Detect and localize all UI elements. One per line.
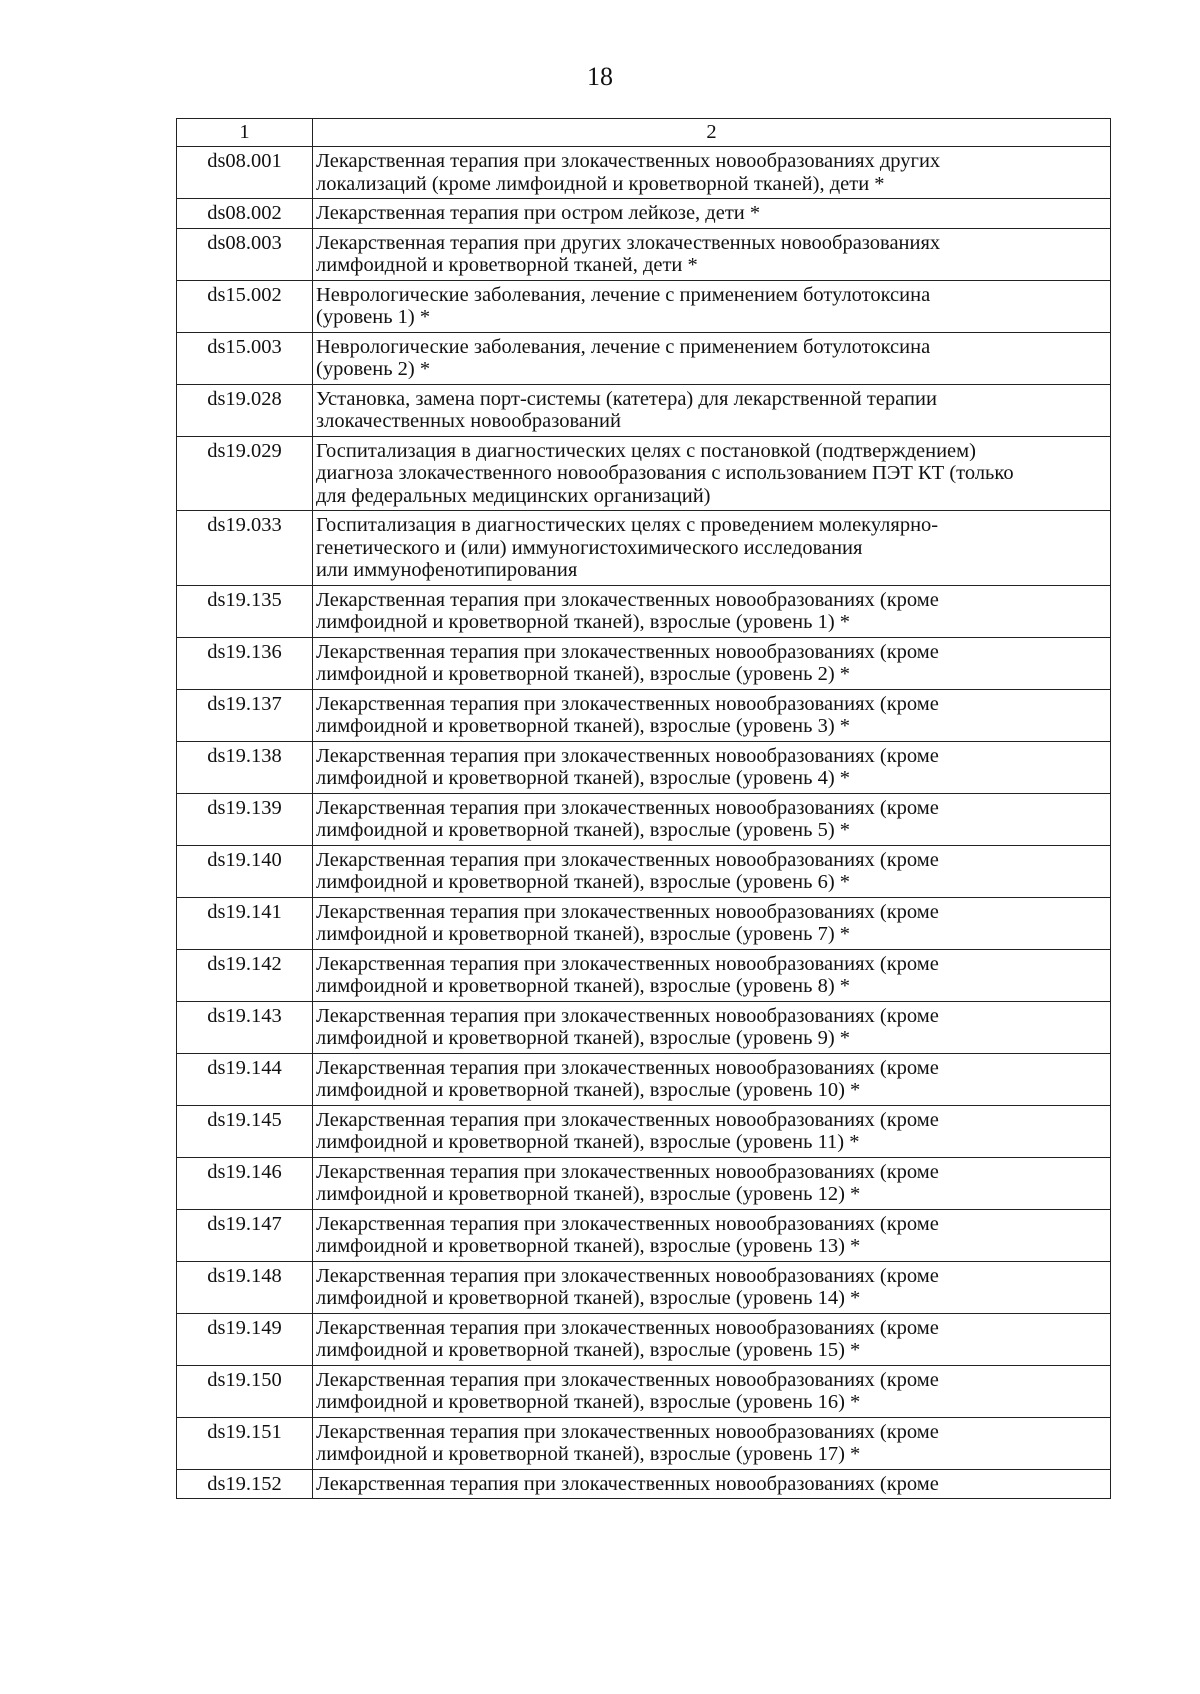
row-description [313, 1209, 1111, 1261]
table-row [177, 384, 1111, 436]
row-description [313, 1417, 1111, 1469]
row-description-text: Неврологические заболевания, лечение с применением ботулотоксина (уровень 1) * [316, 283, 931, 328]
table-body [177, 147, 1111, 1499]
row-code: ds19.151 [177, 1417, 313, 1469]
table-row [177, 1313, 1111, 1365]
row-description [313, 199, 1111, 229]
table-row [177, 1157, 1111, 1209]
row-code: ds19.140 [177, 845, 313, 897]
row-description [313, 228, 1111, 280]
table-row [177, 511, 1111, 586]
table-header-row [177, 119, 1111, 147]
table-row [177, 199, 1111, 229]
row-code: ds19.136 [177, 637, 313, 689]
row-description-text: Лекарственная терапия при злокачественных новообразованиях (кроме лимфоидной и кроветворной тканей), взрослые (уровень 1) * [316, 588, 939, 633]
table-row [177, 1105, 1111, 1157]
row-description-text: Лекарственная терапия при других злокачественных новообразованиях лимфоидной и кроветворной тканей, дети * [316, 231, 941, 276]
row-code: ds19.144 [177, 1053, 313, 1105]
row-description-text: Лекарственная терапия при злокачественных новообразованиях (кроме лимфоидной и кроветворной тканей), взрослые (уровень 13) * [316, 1212, 939, 1257]
row-description [313, 949, 1111, 1001]
row-description [313, 511, 1111, 586]
row-description [313, 1001, 1111, 1053]
row-description [313, 1053, 1111, 1105]
table-row [177, 741, 1111, 793]
table-row [177, 1365, 1111, 1417]
row-code: ds15.003 [177, 332, 313, 384]
table-row [177, 585, 1111, 637]
row-description-text: Лекарственная терапия при остром лейкозе, дети * [316, 202, 761, 224]
row-description [313, 147, 1111, 199]
table-row [177, 1209, 1111, 1261]
row-description-text: Лекарственная терапия при злокачественных новообразованиях (кроме лимфоидной и кроветворной тканей), взрослые (уровень 12) * [316, 1160, 939, 1205]
row-description-text: Лекарственная терапия при злокачественных новообразованиях (кроме лимфоидной и кроветворной тканей), взрослые (уровень 10) * [316, 1056, 939, 1101]
column-header-description: 2 [313, 119, 1111, 147]
row-code: ds19.149 [177, 1313, 313, 1365]
row-description [313, 1469, 1111, 1499]
table-row [177, 436, 1111, 511]
row-code: ds19.152 [177, 1469, 313, 1499]
row-code: ds19.135 [177, 585, 313, 637]
row-description-text: Лекарственная терапия при злокачественных новообразованиях (кроме лимфоидной и кроветворной тканей), взрослые (уровень 8) * [316, 952, 939, 997]
table-row [177, 793, 1111, 845]
table-row [177, 147, 1111, 199]
row-code: ds19.143 [177, 1001, 313, 1053]
row-code: ds08.002 [177, 199, 313, 229]
row-description-text: Лекарственная терапия при злокачественных новообразованиях (кроме лимфоидной и кроветворной тканей), взрослые (уровень 17) * [316, 1420, 939, 1465]
row-description [313, 1261, 1111, 1313]
row-code: ds19.142 [177, 949, 313, 1001]
row-code: ds19.145 [177, 1105, 313, 1157]
row-description-text: Госпитализация в диагностических целях с проведением молекулярно- генетического и (или) иммуногистохимического исследования или иммунофенотипирования [316, 514, 939, 581]
row-code: ds19.139 [177, 793, 313, 845]
row-code: ds19.029 [177, 436, 313, 511]
row-description-text: Госпитализация в диагностических целях с постановкой (подтверждением) диагноза злокачественного новообразования с использованием ПЭТ КТ (только для федеральных медицинских организаций) [316, 439, 1014, 507]
row-description-text: Лекарственная терапия при злокачественных новообразованиях (кроме лимфоидной и кроветворной тканей), взрослые (уровень 3) * [316, 692, 939, 737]
row-description [313, 436, 1111, 511]
row-description-text: Лекарственная терапия при злокачественных новообразованиях (кроме [316, 1472, 939, 1495]
codes-table [176, 118, 1111, 1499]
row-code: ds19.137 [177, 689, 313, 741]
row-description [313, 1365, 1111, 1417]
row-code: ds19.033 [177, 511, 313, 586]
row-code: ds15.002 [177, 280, 313, 332]
row-description-text: Лекарственная терапия при злокачественных новообразованиях (кроме лимфоидной и кроветворной тканей), взрослые (уровень 7) * [316, 900, 939, 945]
row-description-text: Лекарственная терапия при злокачественных новообразованиях (кроме лимфоидной и кроветворной тканей), взрослые (уровень 5) * [316, 796, 939, 841]
row-description [313, 741, 1111, 793]
row-description-text: Лекарственная терапия при злокачественных новообразованиях (кроме лимфоидной и кроветворной тканей), взрослые (уровень 11) * [316, 1108, 939, 1153]
table-row [177, 637, 1111, 689]
table-row [177, 1001, 1111, 1053]
row-description [313, 897, 1111, 949]
row-description [313, 585, 1111, 637]
row-description [313, 1105, 1111, 1157]
table-row [177, 845, 1111, 897]
table-row [177, 949, 1111, 1001]
row-code: ds08.001 [177, 147, 313, 199]
row-description [313, 637, 1111, 689]
row-description-text: Лекарственная терапия при злокачественных новообразованиях (кроме лимфоидной и кроветворной тканей), взрослые (уровень 9) * [316, 1004, 939, 1049]
row-description-text: Неврологические заболевания, лечение с применением ботулотоксина (уровень 2) * [316, 335, 931, 380]
row-description-text: Лекарственная терапия при злокачественных новообразованиях (кроме лимфоидной и кроветворной тканей), взрослые (уровень 4) * [316, 744, 939, 789]
row-description [313, 793, 1111, 845]
row-code: ds19.147 [177, 1209, 313, 1261]
row-code: ds19.138 [177, 741, 313, 793]
row-code: ds19.141 [177, 897, 313, 949]
row-description [313, 280, 1111, 332]
table-row [177, 897, 1111, 949]
row-description [313, 1157, 1111, 1209]
table-row [177, 1053, 1111, 1105]
row-description [313, 1313, 1111, 1365]
table-row [177, 1261, 1111, 1313]
row-description [313, 689, 1111, 741]
row-code: ds08.003 [177, 228, 313, 280]
row-description-text: Лекарственная терапия при злокачественных новообразованиях (кроме лимфоидной и кроветворной тканей), взрослые (уровень 2) * [316, 640, 939, 685]
row-description-text: Установка, замена порт-системы (катетера) для лекарственной терапии злокачественных новообразований [316, 387, 937, 432]
row-description [313, 332, 1111, 384]
table-header [177, 119, 1111, 147]
column-header-code: 1 [177, 119, 313, 147]
row-description-text: Лекарственная терапия при злокачественных новообразованиях (кроме лимфоидной и кроветворной тканей), взрослые (уровень 16) * [316, 1368, 939, 1413]
row-description [313, 845, 1111, 897]
table-row [177, 1417, 1111, 1469]
row-code: ds19.146 [177, 1157, 313, 1209]
row-description-text: Лекарственная терапия при злокачественных новообразованиях (кроме лимфоидной и кроветворной тканей), взрослые (уровень 15) * [316, 1316, 939, 1361]
table-row [177, 228, 1111, 280]
row-description-text: Лекарственная терапия при злокачественных новообразованиях (кроме лимфоидной и кроветворной тканей), взрослые (уровень 14) * [316, 1264, 939, 1309]
page-number: 18 [587, 62, 613, 91]
table-row [177, 332, 1111, 384]
row-description-text: Лекарственная терапия при злокачественных новообразованиях (кроме лимфоидной и кроветворной тканей), взрослые (уровень 6) * [316, 848, 939, 893]
row-description [313, 384, 1111, 436]
table-row [177, 1469, 1111, 1499]
row-code: ds19.148 [177, 1261, 313, 1313]
table-row [177, 689, 1111, 741]
row-code: ds19.028 [177, 384, 313, 436]
row-description-text: Лекарственная терапия при злокачественных новообразованиях других локализаций (кроме лимфоидной и кроветворной тканей), дети * [316, 150, 941, 195]
row-code: ds19.150 [177, 1365, 313, 1417]
table-row [177, 280, 1111, 332]
